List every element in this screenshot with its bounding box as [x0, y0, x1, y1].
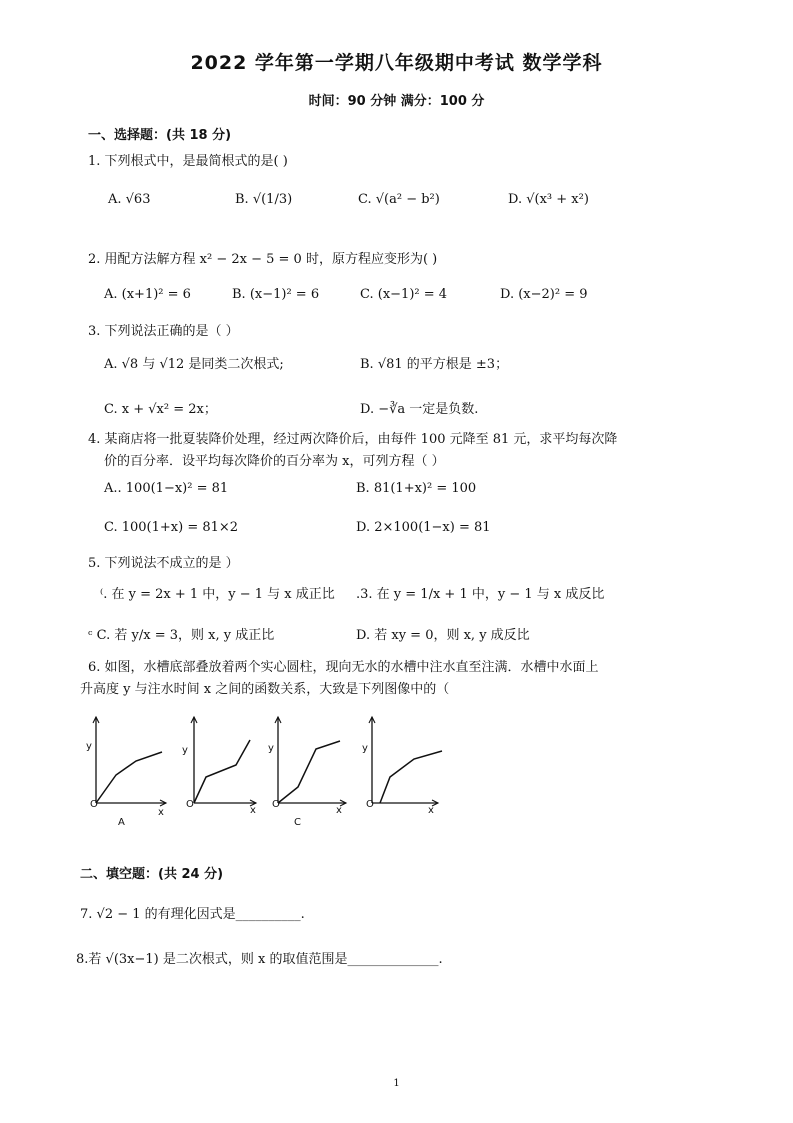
- question-2-option-d: D. (x−2)² = 9: [500, 287, 588, 302]
- graph-option-a: [84, 715, 174, 828]
- question-6-stem-line2: 升高度 y 与注水时间 x 之间的函数关系，大致是下列图像中的（: [80, 682, 450, 697]
- question-7-text: 7. √2 − 1 的有理化因式是__________.: [80, 907, 305, 922]
- graph-b-origin-label: O: [186, 799, 194, 810]
- question-4-option-b: B. 81(1+x)² = 100: [356, 481, 477, 496]
- question-5-option-a: ⁽. 在 y = 2x + 1 中，y − 1 与 x 成正比: [100, 587, 335, 602]
- question-3-option-a: A. √8 与 √12 是同类二次根式;: [104, 357, 284, 372]
- question-1-stem: 1. 下列根式中，是最简根式的是( ): [88, 154, 288, 169]
- question-2-option-b: B. (x−1)² = 6: [232, 287, 320, 302]
- question-5-option-d: D. 若 xy = 0，则 x, y 成反比: [356, 628, 530, 643]
- section-fill-heading: 二、填空题：(共 24 分): [80, 867, 224, 882]
- graph-c-y-label: y: [268, 743, 274, 754]
- graph-a-y-label: y: [86, 741, 92, 752]
- graph-a-caption: A: [118, 817, 125, 828]
- question-4-option-a: A.. 100(1−x)² = 81: [104, 481, 229, 496]
- question-2-option-a: A. (x+1)² = 6: [104, 287, 191, 302]
- graph-c-caption: C: [294, 817, 301, 828]
- question-1-option-d: D. √(x³ + x²): [508, 192, 589, 207]
- graph-b-x-label: x: [250, 805, 256, 816]
- graph-option-c: [266, 715, 356, 828]
- graph-a-x-label: x: [158, 807, 164, 818]
- graph-option-b: [180, 715, 265, 815]
- question-1-option-b: B. √(1/3): [235, 192, 293, 207]
- graph-option-d: [360, 715, 445, 815]
- question-1-option-c: C. √(a² − b²): [358, 192, 440, 207]
- question-3-stem: 3. 下列说法正确的是（ ）: [88, 324, 239, 339]
- question-3-option-c: C. x + √x² = 2x；: [104, 402, 217, 417]
- exam-title: 2022 学年第一学期八年级期中考试 数学学科: [190, 52, 603, 74]
- question-8-text: 8.若 √(3x−1) 是二次根式，则 x 的取值范围是______________.: [76, 952, 443, 967]
- graph-b-y-label: y: [182, 745, 188, 756]
- question-4-option-c: C. 100(1+x) = 81×2: [104, 520, 239, 535]
- question-5-stem: 5. 下列说法不成立的是 ）: [88, 556, 239, 571]
- question-3-option-b: B. √81 的平方根是 ±3；: [360, 357, 509, 372]
- exam-subtitle: 时间：90 分钟 满分：100 分: [308, 94, 485, 109]
- question-3-option-d: D. −∛a 一定是负数.: [360, 402, 479, 417]
- question-4-option-d: D. 2×100(1−x) = 81: [356, 520, 491, 535]
- question-6-stem-line1: 6. 如图，水槽底部叠放着两个实心圆柱，现向无水的水槽中注水直至注满．水槽中水面上: [88, 660, 599, 675]
- question-1-option-a: A. √63: [108, 192, 151, 207]
- graph-c-x-label: x: [336, 805, 342, 816]
- section-choice-heading: 一、选择题：(共 18 分): [88, 128, 232, 143]
- question-4-stem-line1: 4. 某商店将一批夏装降价处理，经过两次降价后，由每件 100 元降至 81 元，求平均每次降: [88, 432, 618, 447]
- graph-c-origin-label: O: [272, 799, 280, 810]
- question-2-stem: 2. 用配方法解方程 x² − 2x − 5 = 0 时，原方程应变形为( ): [88, 252, 438, 267]
- question-4-stem-line2: 价的百分率．设平均每次降价的百分率为 x，可列方程（ ）: [104, 454, 445, 469]
- graph-a-origin-label: O: [90, 799, 98, 810]
- graph-d-x-label: x: [428, 805, 434, 816]
- graph-d-y-label: y: [362, 743, 368, 754]
- question-2-option-c: C. (x−1)² = 4: [360, 287, 448, 302]
- question-5-option-c: ᶜ C. 若 y/x = 3，则 x, y 成正比: [88, 628, 275, 643]
- question-5-option-b: .3. 在 y = 1/x + 1 中，y − 1 与 x 成反比: [356, 587, 605, 602]
- graph-d-origin-label: O: [366, 799, 374, 810]
- page-number: 1: [393, 1078, 400, 1089]
